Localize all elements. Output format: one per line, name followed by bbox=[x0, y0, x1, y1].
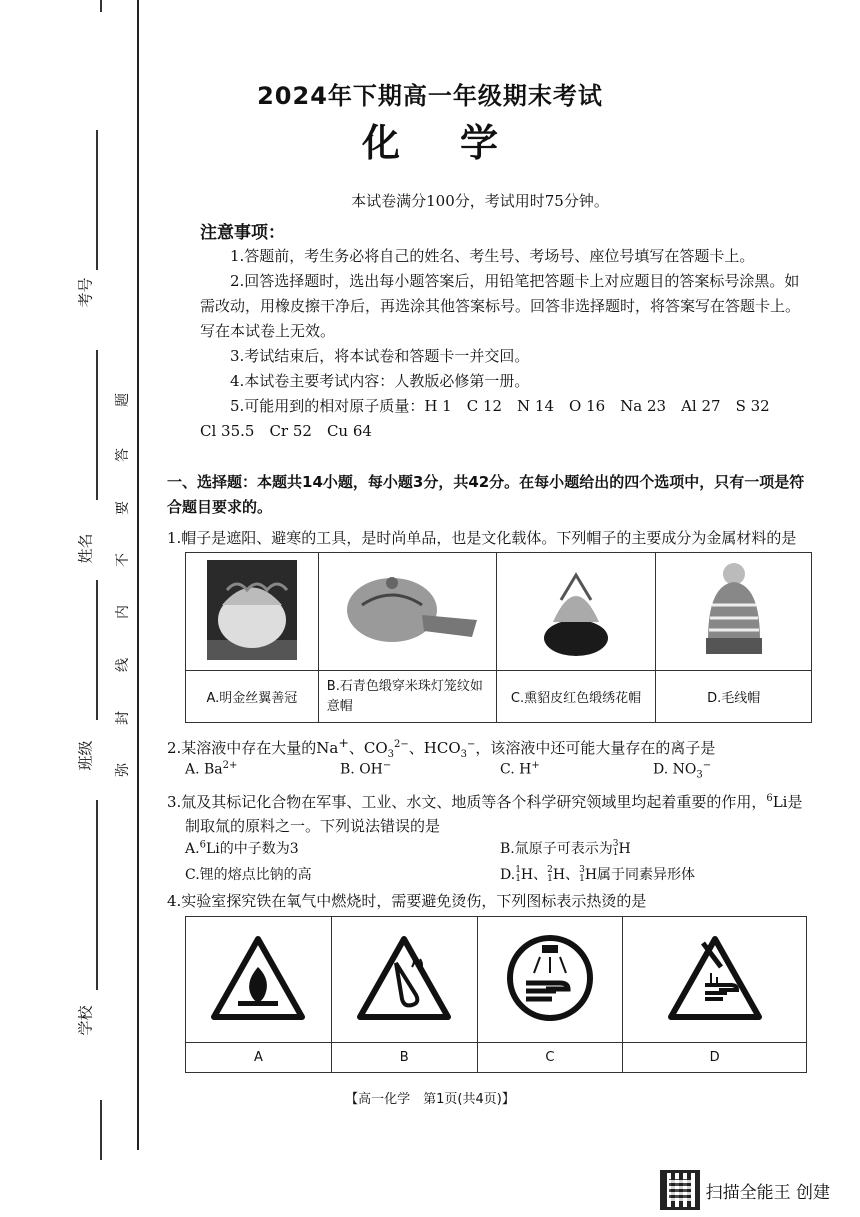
field-school: 学校 bbox=[76, 1005, 95, 1036]
seal-char: 不 bbox=[115, 553, 131, 567]
option-c-image bbox=[477, 917, 623, 1043]
section-1-title: 一、选择题：本题共14小题，每小题3分，共42分。在每小题给出的四个选项中，只有一项是符合题目要求的。 bbox=[167, 473, 805, 516]
seal-char: 要 bbox=[115, 501, 131, 515]
binding-bottom-rule bbox=[100, 1100, 102, 1160]
corrosive-hand-icon bbox=[665, 933, 765, 1023]
question-2-options bbox=[185, 760, 812, 782]
option-c: C.锂的熔点比钠的高 bbox=[185, 867, 312, 883]
option-d-label: D.毛线帽 bbox=[656, 671, 812, 723]
option-d-image bbox=[656, 553, 812, 671]
notes-title: 注意事项： bbox=[200, 223, 285, 243]
note-item: 2.回答选择题时，选出每小题答案后，用铅笔把答题卡上对应题目的答案标号涂黑。如需改动，用橡皮擦干净后，再选涂其他答案标号。回答非选择题时，将答案写在答题卡上。写在本试卷上无效。 bbox=[200, 272, 801, 340]
option-b: B.氚原子可表示为3 1H bbox=[500, 839, 631, 858]
score-line: 本试卷满分100分，考试用时75分钟。 bbox=[351, 192, 609, 210]
binding-seal-line bbox=[137, 0, 139, 1150]
question-2-stem: 2.某溶液中存在大量的Na+、$CO_3^{2-}$、$HCO_3^-$，该溶液中还可能大量存在的离子是 bbox=[167, 735, 716, 760]
beaded-hat-image bbox=[332, 565, 482, 655]
exam-title: 2024年下期高一年级期末考试 bbox=[257, 82, 603, 110]
field-exam-number: 考号 bbox=[76, 277, 95, 308]
embroidered-hat-image bbox=[531, 560, 621, 660]
option-b: B. OH− bbox=[340, 760, 392, 778]
note-item: Cl 35.5 Cr 52 Cu 64 bbox=[200, 422, 372, 440]
option-a-label: A.明金丝翼善冠 bbox=[186, 671, 319, 723]
option-d: D. $NO_3^-$ bbox=[653, 760, 712, 781]
crown-image bbox=[207, 560, 297, 660]
question-3-stem: 3.氚及其标记化合物在军事、工业、水文、地质等各个科学研究领域里均起着重要的作用，$^6$Li是 制取氚的原料之一。下列说法错误的是 bbox=[167, 793, 803, 835]
note-item: 3.考试结束后，将本试卷和答题卡一并交回。 bbox=[230, 347, 530, 365]
question-1-stem: 1.帽子是遮阳、避寒的工具，是时尚单品，也是文化载体。下列帽子的主要成分为金属材料的是 bbox=[167, 529, 797, 547]
question-3-options-row1 bbox=[185, 838, 812, 860]
option-a-label: A bbox=[186, 1043, 332, 1073]
field-name: 姓名 bbox=[76, 533, 95, 564]
field-class: 班级 bbox=[76, 740, 95, 771]
page-footer: 【高一化学 第1页(共4页)】 bbox=[345, 1092, 515, 1107]
option-d: D.1 1H、2 1H、3 1H属于同素异形体 bbox=[500, 865, 696, 884]
option-b-label: B bbox=[331, 1043, 477, 1073]
test-tube-heating-icon bbox=[354, 933, 454, 1023]
option-a: A.$^6$Li的中子数为3 bbox=[185, 839, 299, 857]
wash-hands-icon bbox=[500, 933, 600, 1023]
seal-char: 封 bbox=[115, 711, 131, 725]
seal-char: 弥 bbox=[115, 763, 131, 777]
question-4-stem: 4.实验室探究铁在氧气中燃烧时，需要避免烫伤，下列图标表示热烫的是 bbox=[167, 892, 647, 910]
option-c-label: C.熏貂皮红色缎绣花帽 bbox=[496, 671, 656, 723]
note-item: 4.本试卷主要考试内容：人教版必修第一册。 bbox=[230, 372, 530, 390]
field-class-line bbox=[96, 580, 98, 720]
binding-top-rule bbox=[100, 0, 102, 12]
option-b-image bbox=[331, 917, 477, 1043]
seal-char: 题 bbox=[115, 393, 131, 407]
option-d-image bbox=[623, 917, 807, 1043]
seal-char: 内 bbox=[115, 605, 131, 619]
option-c-image bbox=[496, 553, 656, 671]
note-item: 5.可能用到的相对原子质量：H 1 C 12 N 14 O 16 Na 23 Al 27 S 32 bbox=[230, 397, 770, 415]
field-school-line bbox=[96, 800, 98, 990]
scanner-watermark bbox=[660, 1170, 830, 1210]
option-c: C. H+ bbox=[500, 760, 540, 778]
knit-hat-image bbox=[694, 560, 774, 660]
option-a-image bbox=[186, 917, 332, 1043]
exam-subject: 化学 bbox=[361, 121, 558, 165]
option-b-label: B.石青色缎穿米珠灯笼纹如意帽 bbox=[318, 671, 496, 723]
question-1-options-table bbox=[185, 552, 812, 723]
flame-warning-icon bbox=[208, 933, 308, 1023]
question-3-options-row2 bbox=[185, 864, 812, 886]
field-name-line bbox=[96, 350, 98, 500]
note-item: 1.答题前，考生务必将自己的姓名、考生号、考场号、座位号填写在答题卡上。 bbox=[230, 247, 755, 265]
notes-list bbox=[200, 244, 800, 444]
option-d-label: D bbox=[623, 1043, 807, 1073]
question-4-options-table bbox=[185, 916, 807, 1073]
watermark-text: 扫描全能王 创建 bbox=[705, 1182, 830, 1203]
option-b-image bbox=[318, 553, 496, 671]
option-a-image bbox=[186, 553, 319, 671]
option-a: A. $Ba^{2+}$ bbox=[185, 760, 238, 778]
option-c-label: C bbox=[477, 1043, 623, 1073]
seal-char: 线 bbox=[115, 658, 131, 672]
qr-code-icon bbox=[660, 1170, 700, 1210]
seal-char: 答 bbox=[115, 448, 131, 462]
